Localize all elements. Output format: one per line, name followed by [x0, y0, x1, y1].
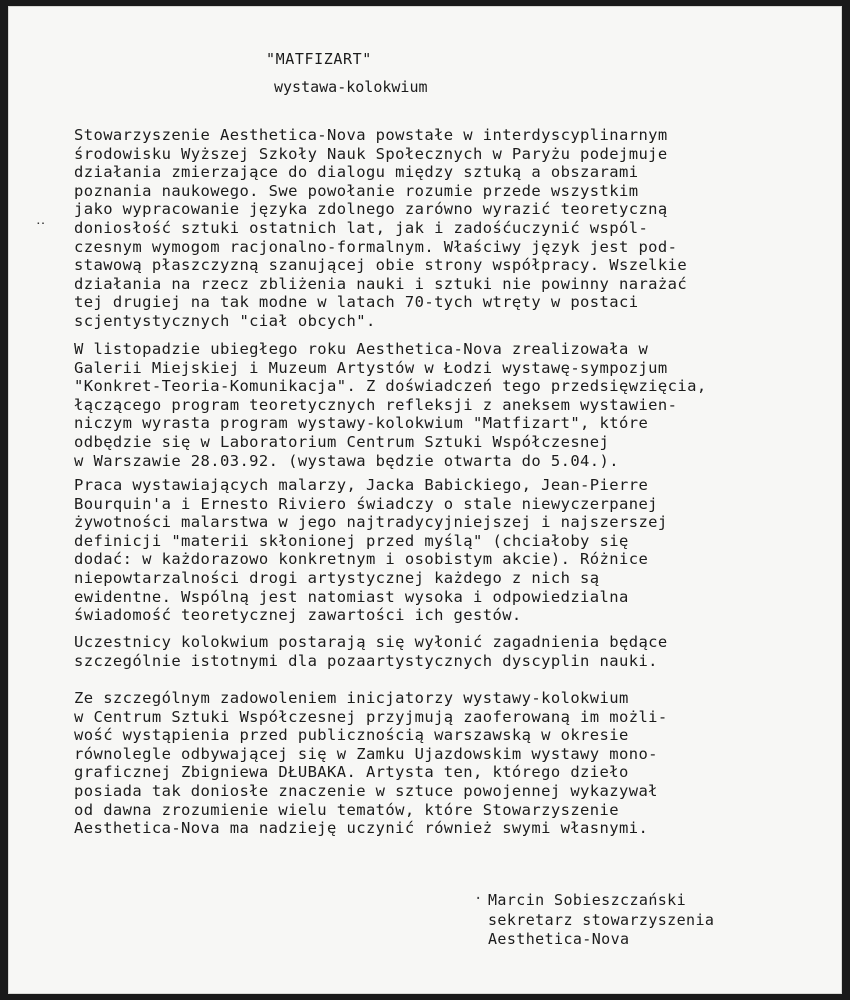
text-line: niczym wyrasta program wystawy-kolokwium "Matfizart", które [74, 414, 649, 433]
text-line: Bourquin'a i Ernesto Riviero świadczy o stale niewyczerpanej [74, 494, 658, 513]
text-line: świadomość teoretycznej zawartości ich gestów. [74, 606, 522, 625]
text-line: od dawna zrozumienie wielu tematów, które Stowarzyszenie [74, 800, 619, 819]
document-subtitle: wystawa-kolokwium [274, 78, 428, 96]
paragraph-closing [74, 689, 668, 838]
text-line: poznania naukowego. Swe powołanie rozumie przede wszystkim [74, 181, 639, 200]
text-line: scjentystycznych "ciał obcych". [74, 311, 376, 330]
text-line: tej drugiej na tak modne w latach 70-tych wtręty w postaci [74, 293, 639, 312]
text-line: czesnym wymogom racjonalno-formalnym. Właściwy język jest pod- [74, 237, 678, 256]
text-line: w Warszawie 28.03.92. (wystawa będzie otwarta do 5.04.). [74, 451, 619, 470]
signature-organization: Aesthetica-Nova [488, 930, 630, 948]
margin-mark: ‥ [36, 212, 47, 228]
text-line: niepowtarzalności drogi artystycznej każdego z nich są [74, 568, 600, 587]
paragraph-participants [74, 633, 668, 670]
text-line: szczególnie istotnymi dla pozaartystycznych dyscyplin nauki. [74, 651, 658, 670]
text-line: łączącego program teoretycznych refleksji z aneksem wystawien- [74, 395, 678, 414]
text-line: Galerii Miejskiej i Muzeum Artystów w Łodzi wystawę-sympozjum [74, 358, 668, 377]
text-line: graficznej Zbigniewa DŁUBAKA. Artysta ten, którego dzieło [74, 763, 629, 782]
paragraph-artists [74, 476, 668, 625]
text-line: definicji "materii skłonionej przed myślą" (chciałoby się [74, 531, 629, 550]
text-line: Aesthetica-Nova ma nadzieję uczynić również swymi własnymi. [74, 819, 649, 838]
signature-name: Marcin Sobieszczański [488, 891, 687, 909]
document-title: "MATFIZART" [266, 50, 372, 68]
text-line: Uczestnicy kolokwium postarają się wyłonić zagadnienia będące [74, 633, 668, 651]
text-line: Ze szczególnym zadowoleniem inicjatorzy wystawy-kolokwium [74, 689, 629, 707]
text-line: "Konkret-Teoria-Komunikacja". Z doświadczeń tego przedsięwzięcia, [74, 377, 707, 396]
text-line: działania zmierzające do dialogu między sztuką a obszarami [74, 163, 639, 182]
text-line: doniosłość sztuki ostatnich lat, jak i zadośćuczynić wspól- [74, 218, 649, 237]
document [8, 6, 842, 994]
text-line: posiada tak doniosłe znaczenie w sztuce powojennej wykazywał [74, 781, 658, 800]
text-line: wość wystąpienia przed publicznością warszawską w okresie [74, 726, 629, 745]
text-line: żywotności malarstwa w jego najtradycyjniejszej i najszerszej [74, 513, 668, 532]
text-line: równolegle odbywającej się w Zamku Ujazdowskim wystawy mono- [74, 744, 658, 763]
text-line: stawową płaszczyzną szanującej obie strony współpracy. Wszelkie [74, 256, 688, 275]
text-line: Praca wystawiających malarzy, Jacka Babickiego, Jean-Pierre [74, 476, 649, 494]
paragraph-intro [74, 126, 687, 331]
signature-role: sekretarz stowarzyszenia [488, 910, 715, 929]
text-line: ewidentne. Wspólną jest natomiast wysoka i odpowiedzialna [74, 587, 629, 606]
text-line: W listopadzie ubiegłego roku Aesthetica-Nova zrealizowała w [74, 340, 649, 358]
text-line: w Centrum Sztuki Współczesnej przyjmują zaoferowaną im możli- [74, 707, 668, 726]
text-line: dodać: w każdorazowo konkretnym i osobistym akcie). Różnice [74, 550, 649, 569]
signature-block [488, 891, 714, 950]
paper-sheet [8, 6, 842, 994]
signature-mark: · [474, 891, 483, 907]
text-line: środowisku Wyższej Szkoły Nauk Społecznych w Paryżu podejmuje [74, 144, 668, 163]
text-line: działania na rzecz zbliżenia nauki i sztuki nie powinny narażać [74, 274, 688, 293]
text-line: jako wypracowanie języka zdolnego zarówno wyrazić teoretyczną [74, 200, 668, 219]
text-line: Stowarzyszenie Aesthetica-Nova powstałe w interdyscyplinarnym [74, 126, 668, 144]
text-line: odbędzie się w Laboratorium Centrum Sztuki Współczesnej [74, 432, 610, 451]
paragraph-history [74, 340, 707, 470]
